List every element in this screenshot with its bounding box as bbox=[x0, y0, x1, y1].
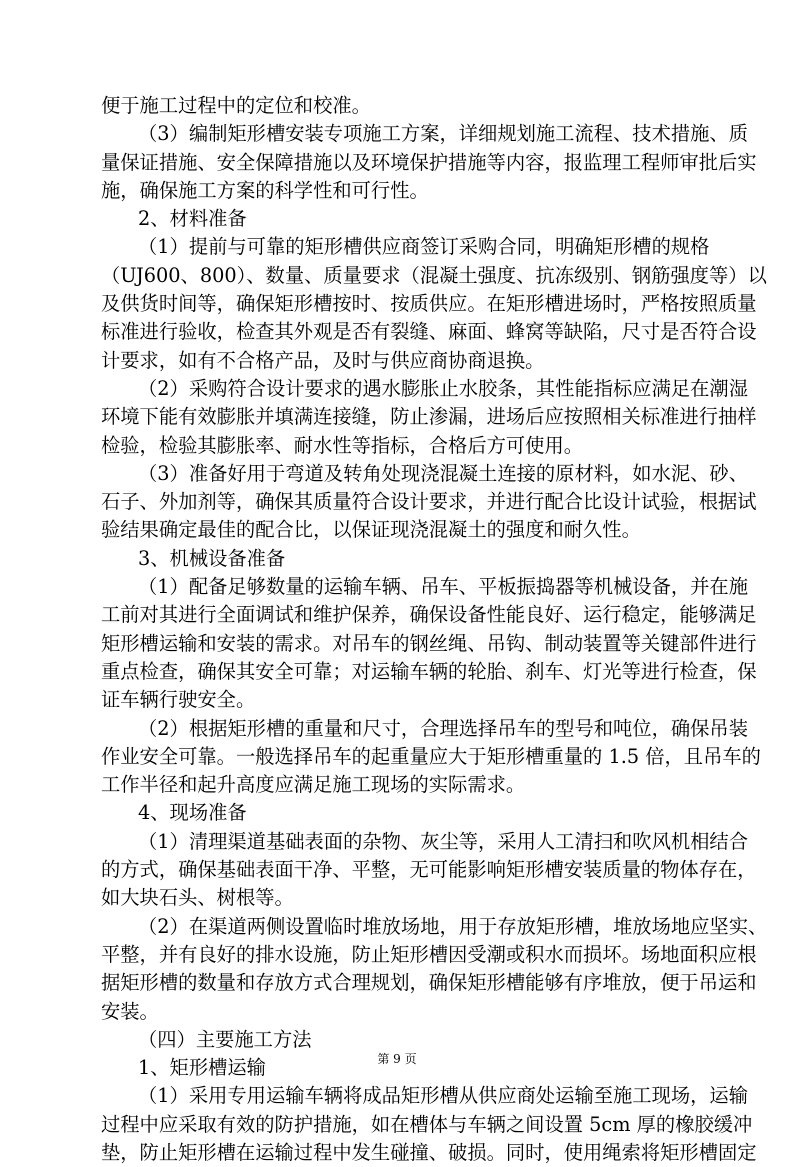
text-line: 安装。 bbox=[101, 999, 159, 1023]
text-line: （1）配备足够数量的运输车辆、吊车、平板振捣器等机械设备，并在施 bbox=[138, 575, 748, 599]
document-body bbox=[101, 92, 768, 1167]
text-line: 检验，检验其膨胀率、耐水性等指标，合格后方可使用。 bbox=[101, 433, 584, 457]
text-line: 如大块石头、树根等。 bbox=[101, 886, 294, 910]
text-line: （2）采购符合设计要求的遇水膨胀止水胶条，其性能指标应满足在潮湿 bbox=[138, 376, 748, 400]
text-line: （1）清理渠道基础表面的杂物、灰尘等，采用人工清扫和吹风机相结合 bbox=[138, 829, 748, 853]
text-line: 计要求，如有不合格产品，及时与供应商协商退换。 bbox=[101, 348, 545, 372]
text-line: 垫，防止矩形槽在运输过程中发生碰撞、破损。同时，使用绳索将矩形槽固定 bbox=[101, 1140, 757, 1164]
text-line: 2、材料准备 bbox=[138, 207, 247, 231]
text-line: 平整，并有良好的排水设施，防止矩形槽因受潮或积水而损坏。场地面积应根 bbox=[101, 942, 757, 966]
text-line: 据矩形槽的数量和存放方式合理规划，确保矩形槽能够有序堆放，便于吊运和 bbox=[101, 971, 757, 995]
text-line: （1）提前与可靠的矩形槽供应商签订采购合同，明确矩形槽的规格 bbox=[138, 235, 710, 259]
text-line: 的方式，确保基础表面干净、平整，无可能影响矩形槽安装质量的物体存在， bbox=[101, 858, 757, 882]
text-line: （2）在渠道两侧设置临时堆放场地，用于存放矩形槽，堆放场地应坚实、 bbox=[138, 914, 768, 938]
text-line: （四）主要施工方法 bbox=[138, 1027, 312, 1051]
text-line: （2）根据矩形槽的重量和尺寸，合理选择吊车的型号和吨位，确保吊装 bbox=[138, 716, 748, 740]
text-line: 过程中应采取有效的防护措施，如在槽体与车辆之间设置 5cm 厚的橡胶缓冲 bbox=[101, 1112, 753, 1136]
text-line: 1、矩形槽运输 bbox=[138, 1056, 266, 1080]
text-line: 便于施工过程中的定位和校准。 bbox=[101, 94, 371, 117]
text-line: 及供货时间等，确保矩形槽按时、按质供应。在矩形槽进场时，严格按照质量 bbox=[101, 292, 757, 316]
text-line: 工作半径和起升高度应满足施工现场的实际需求。 bbox=[101, 773, 526, 797]
page-number: 第 9 页 bbox=[377, 1052, 417, 1066]
text-line: 工前对其进行全面调试和维护保养，确保设备性能良好、运行稳定，能够满足 bbox=[101, 603, 757, 627]
text-line: 验结果确定最佳的配合比，以保证现浇混凝土的强度和耐久性。 bbox=[101, 518, 641, 542]
text-line: 环境下能有效膨胀并填满连接缝，防止渗漏，进场后应按照相关标准进行抽样 bbox=[101, 405, 757, 429]
text-line: 证车辆行驶安全。 bbox=[101, 688, 256, 712]
text-line: （3）准备好用于弯道及转角处现浇混凝土连接的原材料，如水泥、砂、 bbox=[138, 461, 748, 485]
text-line: 矩形槽运输和安装的需求。对吊车的钢丝绳、吊钩、制动装置等关键部件进行 bbox=[101, 631, 757, 655]
text-line: 3、机械设备准备 bbox=[138, 546, 286, 570]
text-line: （3）编制矩形槽安装专项施工方案，详细规划施工流程、技术措施、质 bbox=[138, 122, 748, 146]
text-line: 施，确保施工方案的科学性和可行性。 bbox=[101, 178, 429, 202]
text-line: 标准进行验收，检查其外观是否有裂缝、麻面、蜂窝等缺陷，尺寸是否符合设 bbox=[101, 320, 757, 344]
text-line: 作业安全可靠。一般选择吊车的起重量应大于矩形槽重量的 1.5 倍，且吊车的 bbox=[101, 744, 761, 768]
text-line: 4、现场准备 bbox=[138, 801, 247, 825]
text-line: 石子、外加剂等，确保其质量符合设计要求，并进行配合比设计试验，根据试 bbox=[101, 490, 757, 514]
text-line: 重点检查，确保其安全可靠；对运输车辆的轮胎、刹车、灯光等进行检查，保 bbox=[101, 659, 757, 683]
text-line: 量保证措施、安全保障措施以及环境保护措施等内容，报监理工程师审批后实 bbox=[101, 150, 757, 174]
text-line: （UJ600、800）、数量、质量要求（混凝土强度、抗冻级别、钢筋强度等）以 bbox=[101, 263, 767, 287]
text-line: （1）采用专用运输车辆将成品矩形槽从供应商处运输至施工现场，运输 bbox=[138, 1084, 748, 1108]
